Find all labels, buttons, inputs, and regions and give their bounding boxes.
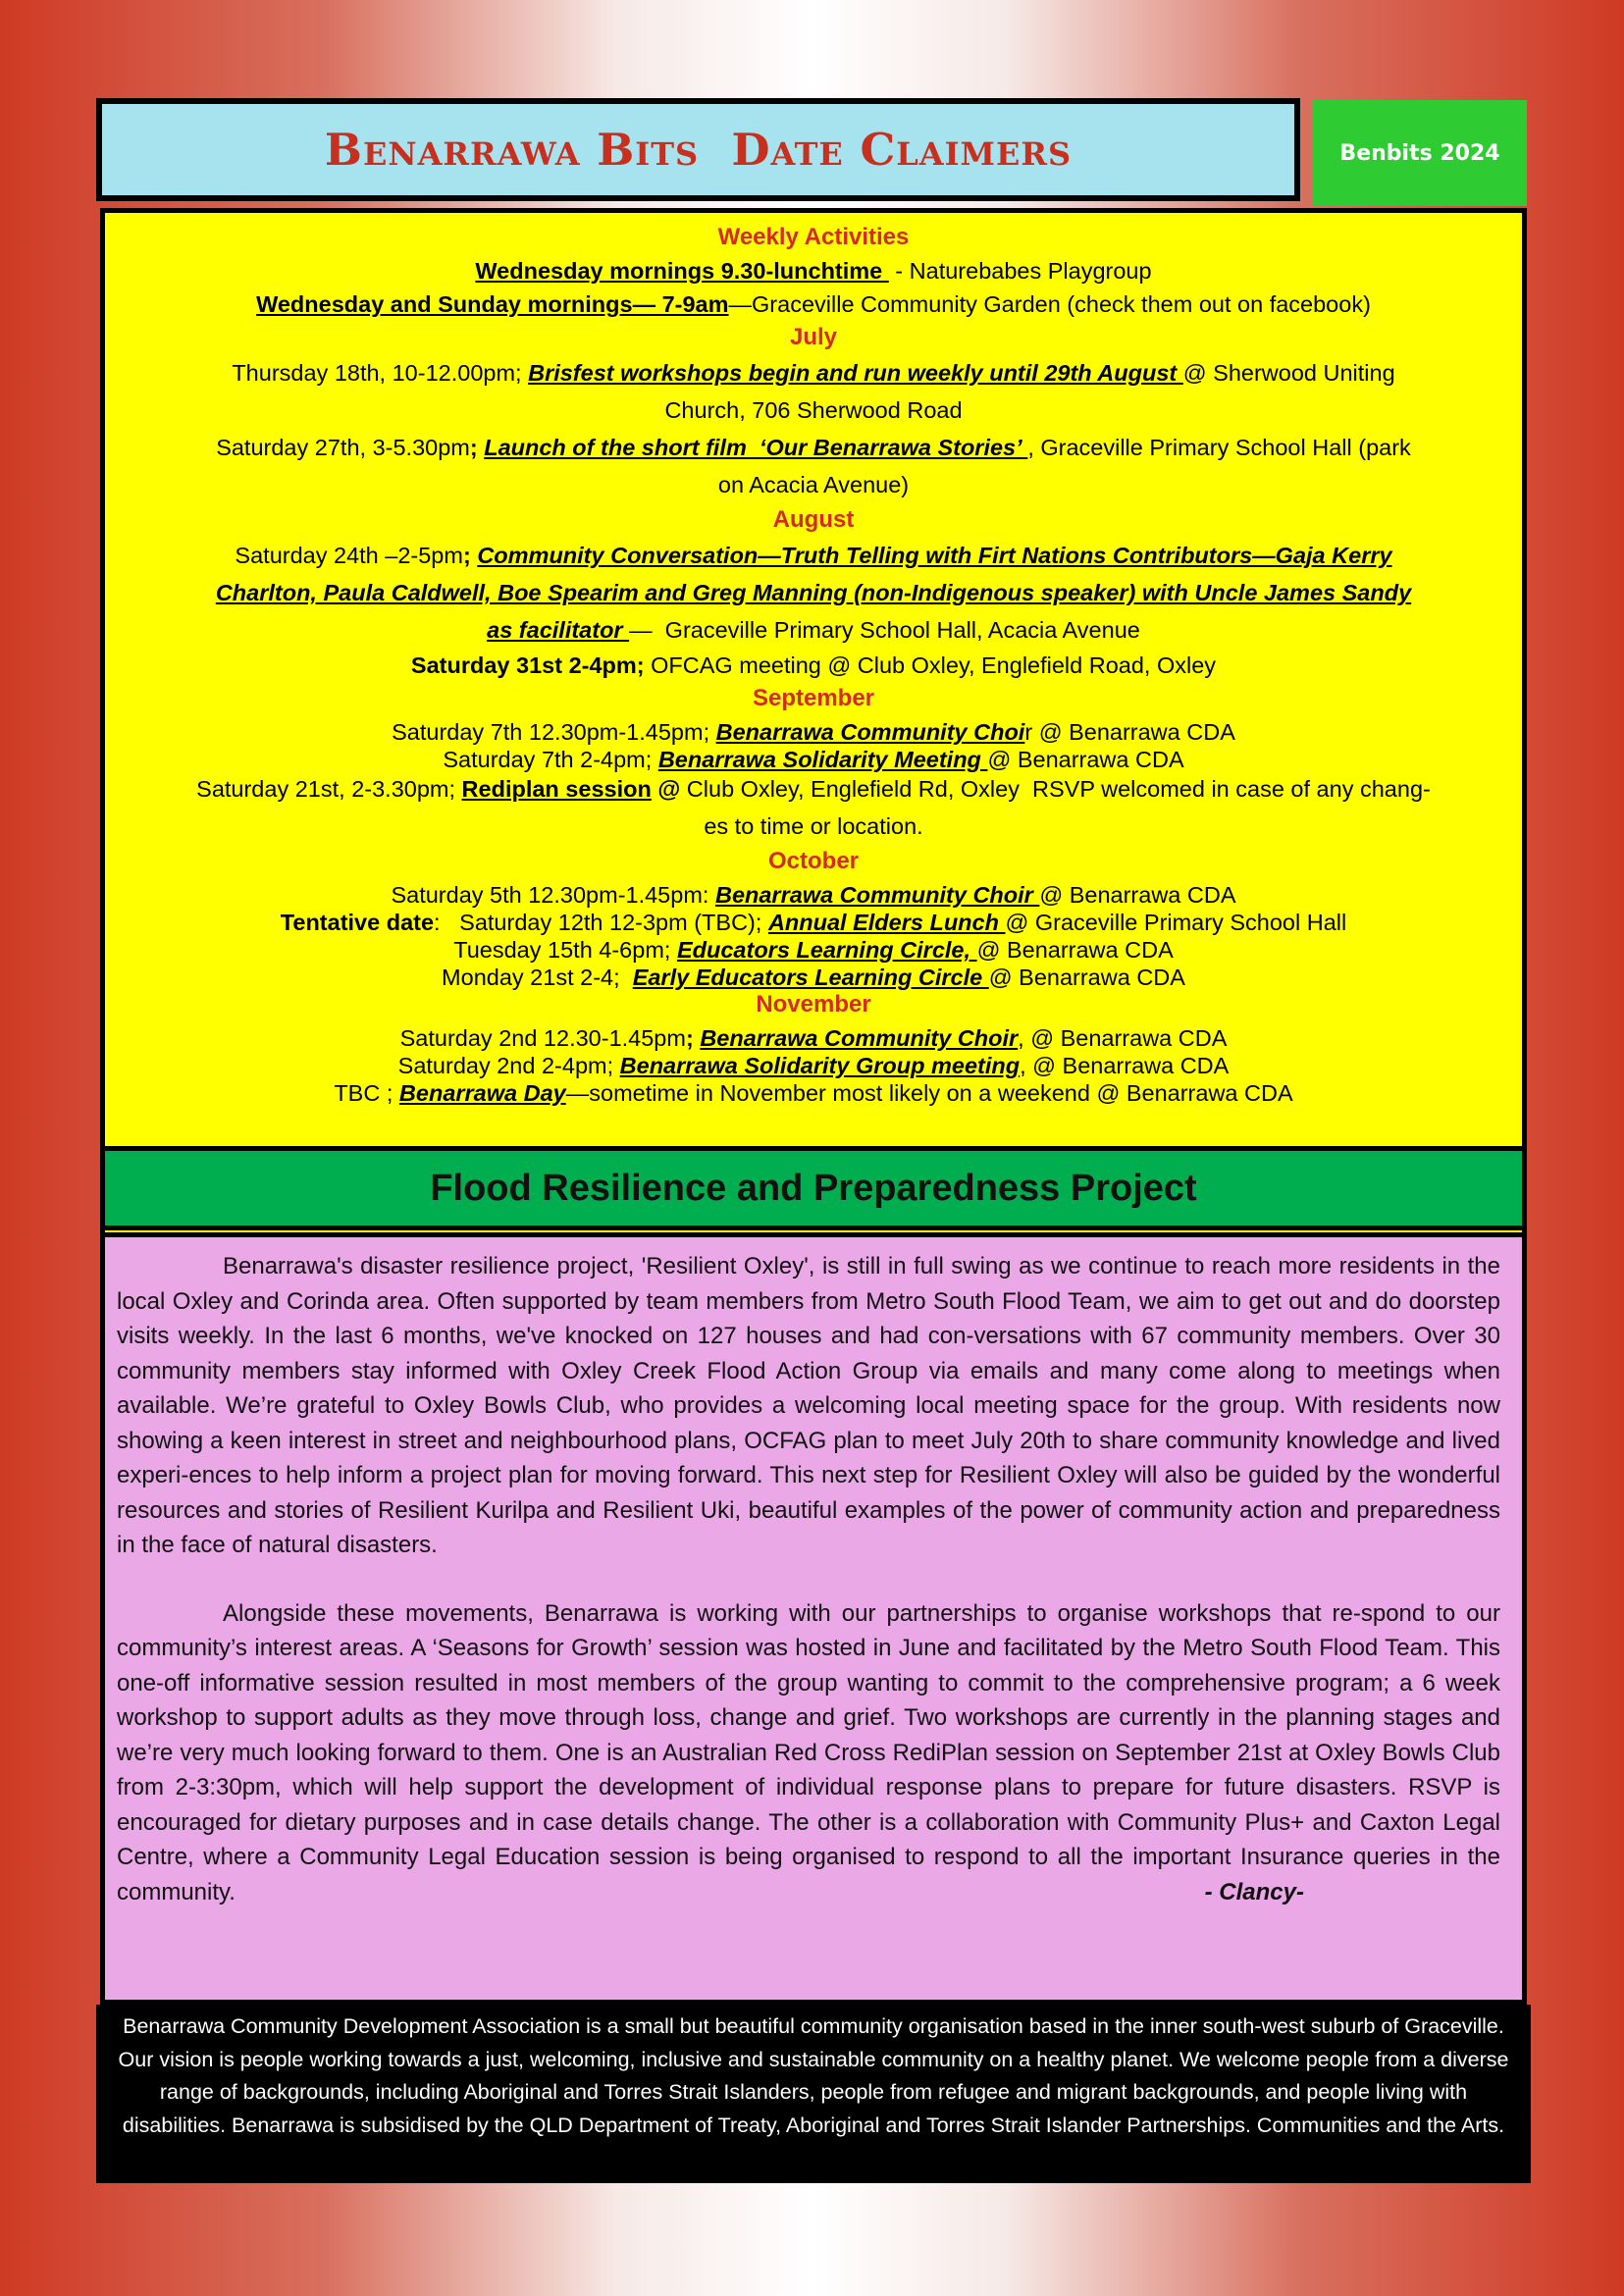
august-item-ofcag xyxy=(105,649,1522,682)
event-date: : Saturday 12th 12-3pm (TBC); xyxy=(434,910,768,935)
section-heading-october: October xyxy=(767,848,859,874)
event-venue: OFCAG meeting @ Club Oxley, Englefield Road, Oxley xyxy=(644,652,1217,678)
weekly-item-time: Wednesday and Sunday mornings— 7-9am xyxy=(256,291,729,317)
august-item-community-conversation xyxy=(105,537,1522,649)
event-date: Saturday 5th 12.30pm-1.45pm: xyxy=(391,882,715,908)
flood-section-heading: Flood Resilience and Preparedness Project xyxy=(100,1146,1527,1230)
event-date: Saturday 21st, 2-3.30pm; xyxy=(196,776,462,802)
flood-paragraph-2-text: Alongside these movements, Benarrawa is working with our partnerships to organise workshops that re-spond to our community’s interest areas. A ‘Seasons for Growth’ session was hosted in June and facilitated by the Metro South Flood Team. This one-off informative session resulted in most members of the group wanting to commit to the comprehensive program; a 6 week workshop to support adults as they move through loss, change and grief. Two workshops are currently in the planning stages and we’re very much looking forward to them. One is an Australian Red Cross RediPlan session on September 21st at Oxley Bowls Club from 2-3:30pm, which will help support the development of individual response plans to prepare for future disasters. RSVP is encouraged for dietary purposes and in case details change. The other is a collaboration with Community Plus+ and Caxton Legal Centre, where a Community Legal Education session is being organised to respond to all the important Insurance queries in the community. xyxy=(117,1599,1500,1905)
page-title: Benarrawa Bits Date Claimers xyxy=(324,124,1073,176)
flood-paragraph-1: Benarrawa's disaster resilience project, 'Resilient Oxley', is still in full swing as we continue to reach more residents in the local Oxley and Corinda area. Often supported by team members from Metro South Flood Team, we aim to get out and do doorstep visits weekly. In the last 6 months, we've knocked on 127 houses and had con-versations with 67 community members. Over 30 community members stay informed with Oxley Creek Flood Action Group via emails and many come along to meetings when available. We’re grateful to Oxley Bowls Club, who provides a welcoming local meeting space for the group. With residents now showing a keen interest in street and neighbourhood plans, OCFAG plan to meet July 20th to share community knowledge and lived experi-ences to help inform a project plan for moving forward. This next step for Resilient Oxley will also be guided by the wonderful resources and stories of Resilient Kurilpa and Resilient Uki, beautiful examples of the power of community action and preparedness in the face of natural disasters. xyxy=(117,1253,1500,1558)
weekly-item-text: - Naturebabes Playgroup xyxy=(888,258,1152,284)
section-heading-november: November xyxy=(756,991,871,1018)
july-item-brisfest xyxy=(105,354,1522,429)
event-date: Saturday 31st 2-4pm; xyxy=(410,652,645,678)
november-item-benarrawa-day xyxy=(105,1076,1522,1110)
flood-paragraph-2 xyxy=(117,1596,1500,1910)
event-date: Saturday 7th 2-4pm; xyxy=(443,747,658,772)
event-venue: —sometime in November most likely on a weekend @ Benarrawa CDA xyxy=(565,1080,1293,1106)
september-item-solidarity xyxy=(105,749,1522,770)
event-venue-cont: es to time or location. xyxy=(704,813,923,839)
event-title: Benarrawa Solidarity Meeting xyxy=(657,747,988,772)
july-item-film-launch xyxy=(105,429,1522,503)
event-date: Saturday 2nd 12.30-1.45pm xyxy=(399,1025,686,1051)
event-title: Rediplan session xyxy=(461,776,652,802)
event-venue: @ Benarrawa CDA xyxy=(976,937,1174,963)
weekly-item-time: Wednesday mornings 9.30-lunchtime xyxy=(475,258,889,284)
event-venue: @ Sherwood Uniting xyxy=(1182,360,1395,386)
event-title-cont: as facilitator xyxy=(487,617,630,643)
event-title: Brisfest workshops begin and run weekly until 29th August xyxy=(528,360,1183,386)
section-heading-august: August xyxy=(772,506,855,533)
tentative-label: Tentative date xyxy=(280,910,435,935)
event-date: Tuesday 15th 4-6pm; xyxy=(453,937,677,963)
event-venue-cont: on Acacia Avenue) xyxy=(717,472,910,497)
event-title: Benarrawa Community Choir xyxy=(700,1025,1019,1051)
event-date: Monday 21st 2-4; xyxy=(442,965,633,990)
event-venue: @ Benarrawa CDA xyxy=(1039,882,1236,908)
event-venue: , @ Benarrawa CDA xyxy=(1020,1053,1230,1078)
weekly-item-garden xyxy=(105,287,1522,321)
event-title: Benarrawa Community Choir xyxy=(714,882,1040,908)
event-title-cont: Charlton, Paula Caldwell, Boe Spearim and Greg Manning (non-Indigenous speaker) with Uncle James Sandy xyxy=(215,580,1412,605)
event-venue-cont: Church, 706 Sherwood Road xyxy=(664,397,963,423)
year-badge: Benbits 2024 xyxy=(1313,100,1527,206)
event-venue: , @ Benarrawa CDA xyxy=(1018,1025,1228,1051)
event-at: @ xyxy=(651,776,681,802)
event-title: Educators Learning Circle, xyxy=(676,937,977,963)
event-venue: @ Benarrawa CDA xyxy=(988,965,1185,990)
newsletter-page xyxy=(96,98,1531,2183)
event-date: Saturday 7th 12.30pm-1.45pm; xyxy=(392,719,716,745)
weekly-item-text: —Graceville Community Garden (check them out on facebook) xyxy=(728,291,1371,317)
event-separator: ; xyxy=(685,1025,701,1051)
event-title: Benarrawa Solidarity Group meeting xyxy=(619,1053,1021,1078)
flood-article xyxy=(100,1232,1527,2005)
section-heading-september: September xyxy=(752,685,875,711)
event-title: Early Educators Learning Circle xyxy=(632,965,989,990)
date-claimers-box xyxy=(100,208,1527,1242)
author-signature: - Clancy- xyxy=(1204,1878,1304,1905)
event-venue: Club Oxley, Englefield Rd, Oxley RSVP welcomed in case of any chang- xyxy=(680,776,1431,802)
section-heading-july: July xyxy=(789,324,838,350)
header-title-box xyxy=(96,98,1300,201)
event-venue: r @ Benarrawa CDA xyxy=(1024,719,1235,745)
event-venue: @ Benarrawa CDA xyxy=(987,747,1184,772)
event-venue: , Graceville Primary School Hall (park xyxy=(1027,435,1411,460)
october-item-early-educators xyxy=(105,966,1522,988)
event-title: Community Conversation—Truth Telling with Firt Nations Contributors—Gaja Kerry xyxy=(477,543,1392,568)
november-item-solidarity xyxy=(105,1055,1522,1076)
event-title: Benarrawa Day xyxy=(398,1080,566,1106)
october-item-elders-lunch xyxy=(105,912,1522,933)
event-date: Saturday 27th, 3-5.30pm xyxy=(216,435,470,460)
section-heading-weekly: Weekly Activities xyxy=(717,224,910,250)
october-item-choir xyxy=(105,878,1522,912)
event-separator: ; xyxy=(469,435,485,460)
event-venue: @ Graceville Primary School Hall xyxy=(1005,910,1347,935)
event-date: Saturday 2nd 2-4pm; xyxy=(397,1053,620,1078)
event-date: TBC ; xyxy=(334,1080,399,1106)
weekly-item-playgroup xyxy=(105,254,1522,287)
september-item-rediplan xyxy=(105,770,1522,845)
event-separator: ; xyxy=(462,543,478,568)
september-item-choir xyxy=(105,715,1522,749)
event-venue: — Graceville Primary School Hall, Acacia Avenue xyxy=(629,617,1140,643)
event-title: Launch of the short film ‘Our Benarrawa Stories’ xyxy=(484,435,1028,460)
event-title: Benarrawa Community Choi xyxy=(715,719,1025,745)
event-date: Thursday 18th, 10-12.00pm; xyxy=(232,360,529,386)
footer-about: Benarrawa Community Development Association is a small but beautiful community organisation based in the inner south-west suburb of Graceville. Our vision is people working towards a just, welcoming, inclusive and sustainable community on a healthy planet. We welcome people from a diverse range of backgrounds, including Aboriginal and Torres Strait Islanders, people from refugee and migrant backgrounds, and people living with disabilities. Benarrawa is subsidised by the QLD Department of Treaty, Aboriginal and Torres Strait Islander Partnerships. Communities and the Arts. xyxy=(96,2005,1531,2183)
event-title: Annual Elders Lunch xyxy=(767,910,1006,935)
november-item-choir xyxy=(105,1021,1522,1055)
october-item-educators xyxy=(105,933,1522,966)
event-date: Saturday 24th –2-5pm xyxy=(235,543,463,568)
